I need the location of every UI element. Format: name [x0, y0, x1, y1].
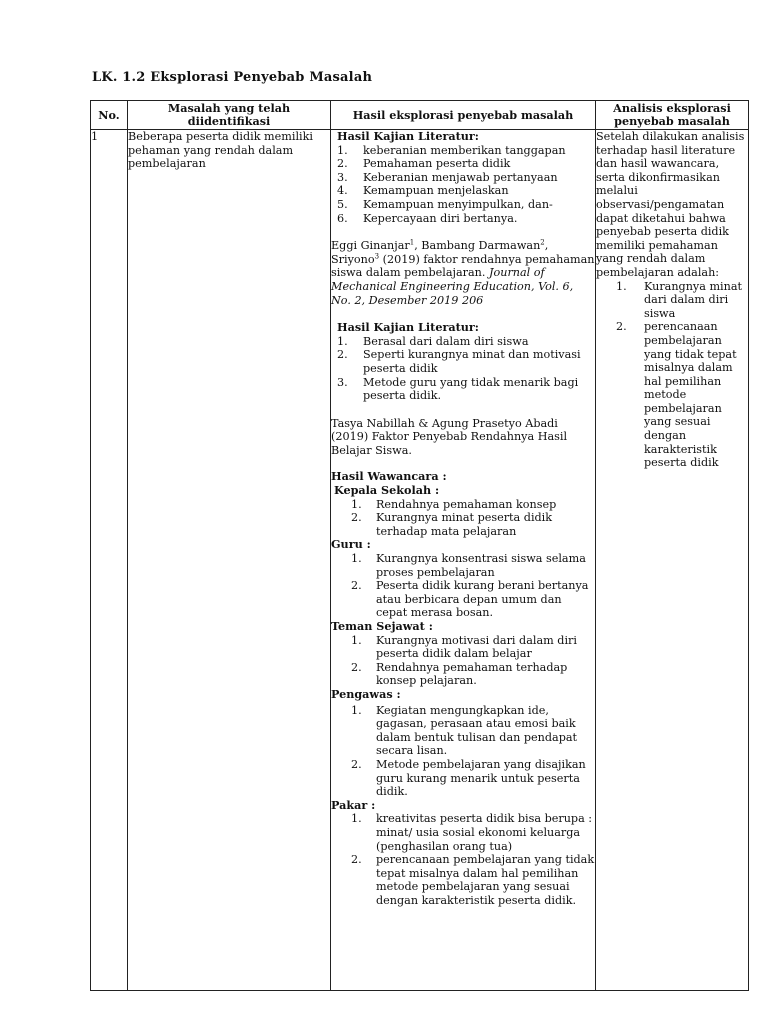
interview-list	[331, 704, 595, 799]
table-header-row	[91, 101, 749, 130]
list-item: 2. Peserta didik kurang berani bertanya atau berbicara depan umum dan cepat merasa bosan.	[351, 579, 589, 620]
list-item: 2. Kurangnya minat peserta didik terhadap mata pelajaran	[351, 511, 553, 538]
cell-analisis	[596, 130, 749, 991]
table-row	[91, 130, 749, 991]
list-item: 6. Kepercayaan diri bertanya.	[337, 211, 518, 225]
literature-list-2	[331, 335, 595, 403]
list-item: 1. Kurangnya minat dari dalam diri siswa	[616, 279, 743, 320]
list-item: 1. Kurangnya motivasi dari dalam diri peserta didik dalam belajar	[351, 633, 577, 661]
list-item: 3. Keberanian menjawab pertanyaan	[337, 170, 558, 184]
interview-list	[331, 812, 595, 907]
interview-group-label: Pengawas :	[331, 686, 401, 701]
list-item: 3. Metode guru yang tidak menarik bagi peserta didik.	[337, 375, 579, 403]
literature-list-1	[331, 144, 595, 226]
cell-no: 1	[91, 130, 128, 991]
header-analisis: Analisis eksplorasi penyebab masalah	[596, 101, 749, 130]
list-item: 1. Rendahnya pemahaman konsep	[351, 497, 557, 511]
list-item: 1. kreativitas peserta didik bisa berupa : minat/ usia sosial ekonomi keluarga (penghasilan orang tua)	[351, 812, 593, 853]
header-no: No.	[91, 101, 128, 130]
list-item: 5. Kemampuan menyimpulkan, dan-	[337, 197, 553, 211]
literature-reference-1: Eggi Ginanjar$^1$, Bambang Darmawan$^2$, Sriyono$^3$ (2019) faktor rendahnya pemahaman siswa dalam pembelajaran. Journal of Mechanical Engineering Education, Vol. 6, No. 2, Desember 2019 206	[331, 238, 595, 307]
analysis-list	[596, 280, 748, 470]
interview-group-label: Kepala Sekolah :	[334, 483, 440, 498]
cell-masalah: Beberapa peserta didik memiliki pehaman yang rendah dalam pembelajaran	[128, 130, 331, 991]
literature-heading-1: Hasil Kajian Literatur:	[337, 129, 479, 143]
header-hasil: Hasil eksplorasi penyebab masalah	[331, 101, 596, 130]
interview-list	[331, 552, 595, 620]
cell-hasil	[331, 130, 596, 991]
list-item: 1. keberanian memberikan tanggapan	[337, 143, 566, 157]
interview-group-label: Pakar :	[331, 797, 376, 812]
list-item: 1. Kegiatan mengungkapkan ide, gagasan, perasaan atau emosi baik dalam bentuk tulisan dan pendapat secara lisan.	[351, 703, 578, 758]
list-item: 1. Kurangnya konsentrasi siswa selama proses pembelajaran	[351, 552, 586, 579]
interview-group-label: Teman Sejawat :	[331, 619, 433, 633]
list-item: 2. perencanaan pembelajaran yang tidak tepat misalnya dalam hal pemilihan metode pembelajaran yang sesuai dengan karakteristik peserta didik.	[351, 853, 595, 907]
interview-heading: Hasil Wawancara :	[331, 469, 447, 484]
interview-list	[331, 634, 595, 688]
list-item: 1. Berasal dari dalam diri siswa	[337, 334, 529, 348]
document-title: LK. 1.2 Eksplorasi Penyebab Masalah	[92, 70, 373, 85]
list-item: 2. Pemahaman peserta didik	[337, 157, 511, 171]
interview-list	[331, 498, 595, 539]
header-masalah: Masalah yang telah diidentifikasi	[128, 101, 331, 130]
list-item: 4. Kemampuan menjelaskan	[337, 184, 509, 198]
exploration-table	[90, 100, 749, 991]
interview-group-label: Guru :	[331, 537, 371, 552]
journal-citation: Journal of Mechanical Engineering Education, Vol. 6, No. 2, Desember 2019 206	[331, 266, 574, 307]
analysis-intro: Setelah dilakukan analisis terhadap hasil literature dan hasil wawancara, serta dikonfirmasikan melalui observasi/pengamatan dapat diketahui bahwa penyebab peserta didik memiliki pemahaman yang rendah dalam pembelajaran adalah:	[596, 130, 745, 279]
list-item: 2. perencanaan pembelajaran yang tidak tepat misalnya dalam hal pemilihan metode pembelajaran yang sesuai dengan karakteristik peserta didik	[616, 320, 737, 470]
list-item: 2. Seperti kurangnya minat dan motivasi peserta didik	[337, 348, 581, 375]
literature-reference-2: Tasya Nabillah & Agung Prasetyo Abadi (2019) Faktor Penyebab Rendahnya Hasil Belajar Siswa.	[331, 416, 568, 457]
literature-heading-2: Hasil Kajian Literatur:	[337, 320, 479, 335]
list-item: 2. Metode pembelajaran yang disajikan guru kurang menarik untuk peserta didik.	[351, 757, 586, 799]
list-item: 2. Rendahnya pemahaman terhadap konsep pelajaran.	[351, 660, 568, 688]
